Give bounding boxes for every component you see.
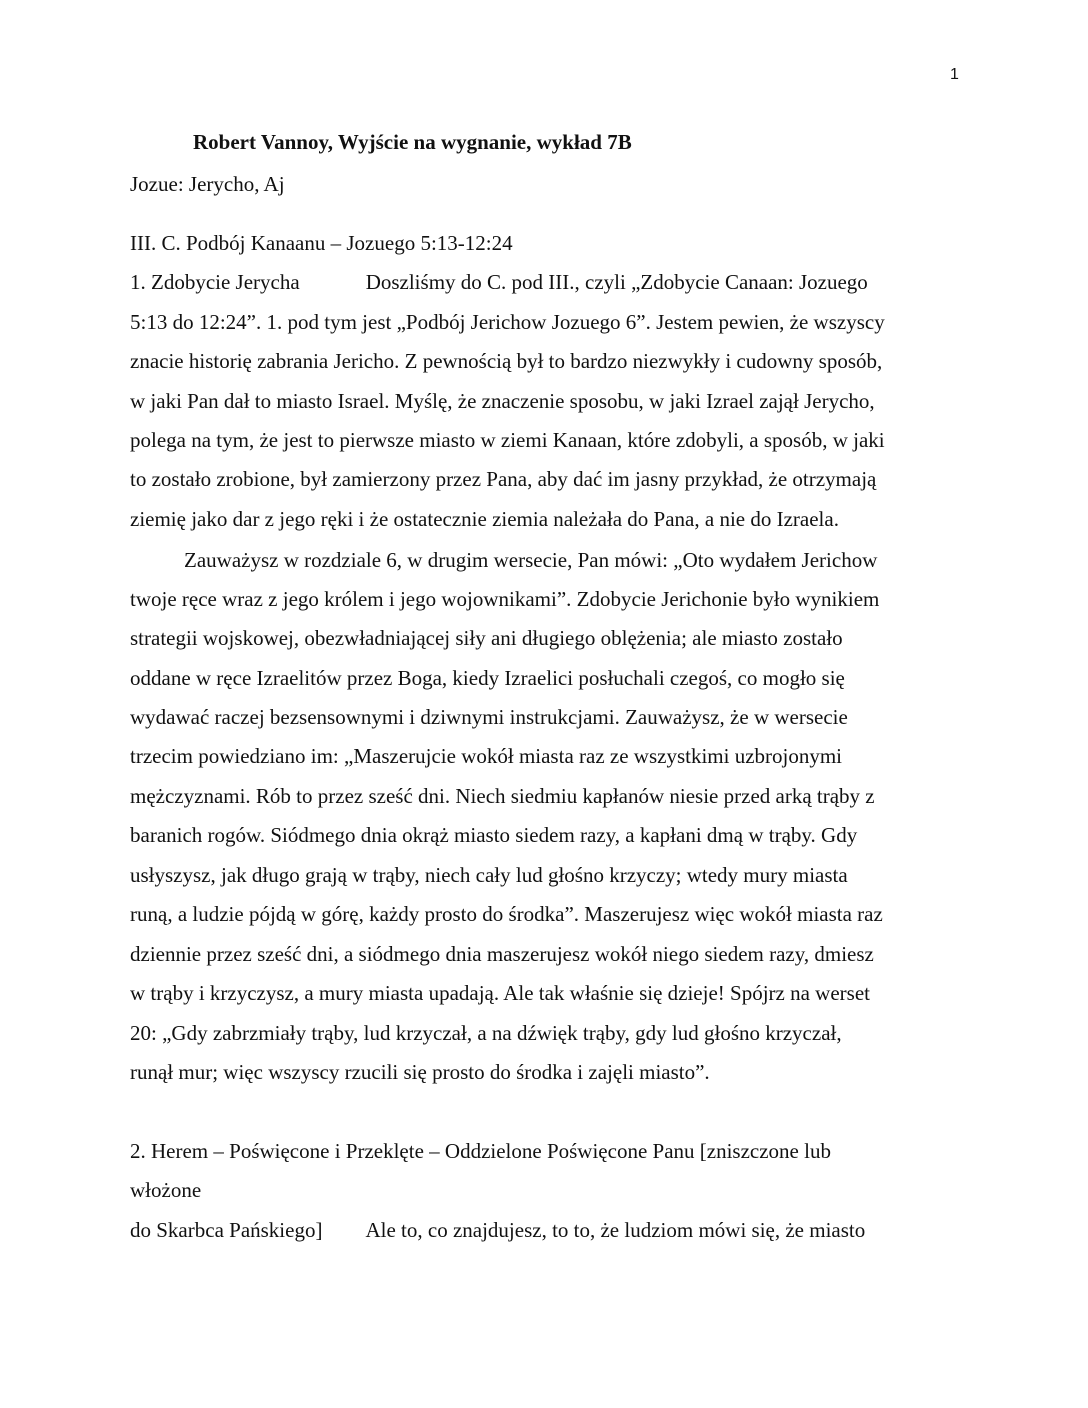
para2-line-4: wydawać raczej bezsensownymi i dziwnymi instrukcjami. Zauważysz, że w wersecie [130,705,848,729]
document-subtitle: Jozue: Jerycho, Aj [130,172,285,196]
para2-line-8: usłyszysz, jak długo grają w trąby, niech cały lud głośno krzyczy; wtedy mury miasta [130,863,848,887]
sub1-line-0: Doszliśmy do C. pod III., czyli „Zdobycie Canaan: Jozuego [365,270,868,294]
sub1-line-1: 5:13 do 12:24”. 1. pod tym jest „Podbój Jerichow Jozuego 6”. Jestem pewien, że wszyscy [130,310,885,334]
para2-line-9: runą, a ludzie pójdą w górę, każdy prosto do środka”. Maszerujesz więc wokół miasta raz [130,902,883,926]
para2-line-2: strategii wojskowej, obezwładniającej siły ani długiego oblężenia; ale miasto zostało [130,626,843,650]
page-number: 1 [950,66,959,83]
para2-line-13: runął mur; więc wszyscy rzucili się prosto do środka i zajęli miasto”. [130,1060,710,1084]
para2-line-0: Zauważysz w rozdziale 6, w drugim wersecie, Pan mówi: „Oto wydałem Jerichow [184,548,878,572]
document-title: Robert Vannoy, Wyjście na wygnanie, wykład 7B [193,130,632,154]
para2-line-1: twoje ręce wraz z jego królem i jego wojownikami”. Zdobycie Jerichonie było wynikiem [130,587,880,611]
sub2-heading-line2: włożone [130,1178,202,1202]
para2-line-5: trzecim powiedziano im: „Maszerujcie wokół miasta raz ze wszystkimi uzbrojonymi [130,744,843,768]
sub1-line-6: ziemię jako dar z jego ręki i że ostatecznie ziemia należała do Pana, a nie do Izraela. [130,507,839,531]
sub1-line-2: znacie historię zabrania Jericho. Z pewnością był to bardzo niezwykły i cudowny sposób, [130,349,883,373]
para2-first-line [130,548,877,573]
sub1-line-3: w jaki Pan dał to miasto Israel. Myślę, że znaczenie sposobu, w jaki Izrael zajął Jerycho, [130,389,875,413]
para2-line-3: oddane w ręce Izraelitów przez Boga, kiedy Izraelici posłuchali czegoś, co mogło się [130,666,845,690]
para2-line-7: baranich rogów. Siódmego dnia okrąż miasto siedem razy, a kapłani dmą w trąby. Gdy [130,823,858,847]
sub1-line-4: polega na tym, że jest to pierwsze miasto w ziemi Kanaan, które zdobyli, a sposób, w jaki [130,428,885,452]
sub2-text: Ale to, co znajdujesz, to to, że ludziom mówi się, że miasto [365,1218,866,1242]
sub2-heading-line3-row [130,1218,865,1243]
sub1-first-line [130,270,868,295]
para2-line-6: mężczyznami. Rób to przez sześć dni. Niech siedmiu kapłanów niesie przed arką trąby z [130,784,875,808]
para2-line-10: dziennie przez sześć dni, a siódmego dnia maszerujesz wokół niego siedem razy, dmiesz [130,942,874,966]
para2-line-12: 20: „Gdy zabrzmiały trąby, lud krzyczał, a na dźwięk trąby, gdy lud głośno krzyczał, [130,1021,842,1045]
sub1-heading: 1. Zdobycie Jerycha [130,270,300,294]
sub2-heading-line1: 2. Herem – Poświęcone i Przeklęte – Oddzielone Poświęcone Panu [zniszczone lub [130,1139,831,1163]
sub1-line-5: to zostało zrobione, był zamierzony przez Pana, aby dać im jasny przykład, że otrzymają [130,467,877,491]
section-heading: III. C. Podbój Kanaanu – Jozuego 5:13-12:24 [130,231,513,255]
para2-line-11: w trąby i krzyczysz, a mury miasta upadają. Ale tak właśnie się dzieje! Spójrz na werset [130,981,870,1005]
sub2-heading-line3: do Skarbca Pańskiego] [130,1218,323,1242]
